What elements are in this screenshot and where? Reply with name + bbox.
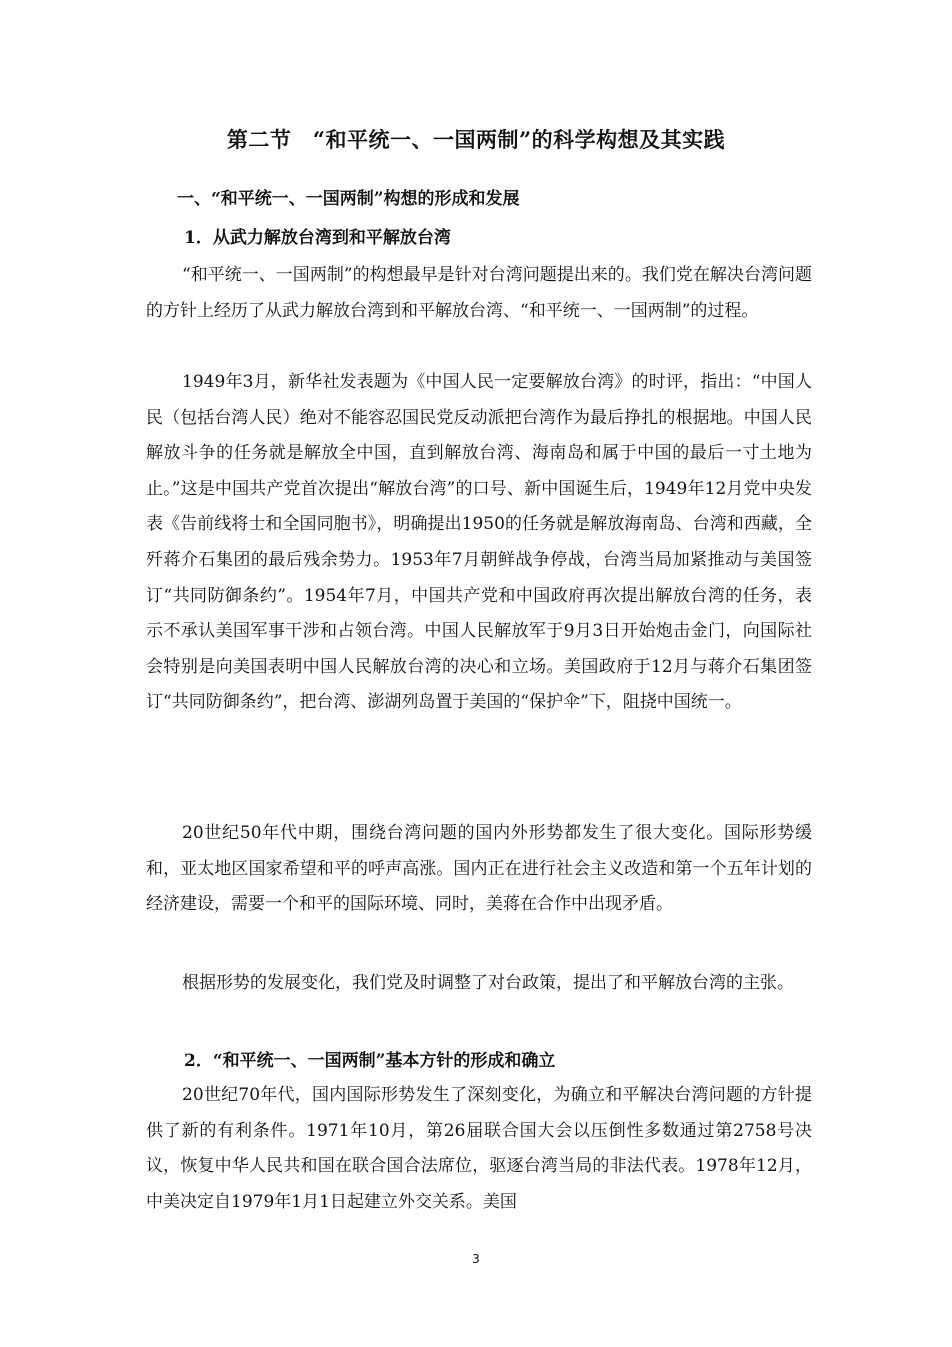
paragraph-5: 20世纪70年代，国内国际形势发生了深刻变化，为确立和平解决台湾问题的方针提供了新的有利条件。1971年10月，第26届联合国大会以压倒性多数通过第2758号决议，恢复中华人民共和国在联合国合法席位，驱逐台湾当局的非法代表。1978年12月，中美决定自1979年1月1日起建立外交关系。美国 — [146, 1085, 812, 1212]
section-heading: 一、“和平统一、一国两制”构想的形成和发展 — [177, 189, 520, 209]
paragraph-4: 根据形势的发展变化，我们党及时调整了对台政策，提出了和平解放台湾的主张。 — [182, 973, 794, 993]
paragraph-2: 1949年3月，新华社发表题为《中国人民一定要解放台湾》的时评，指出：“中国人民（包括台湾人民）绝对不能容忍国民党反动派把台湾作为最后挣扎的根据地。中国人民解放斗争的任务就是解放全中国，直到解放台湾、海南岛和属于中国的最后一寸土地为止。”这是中国共产党首次提出“解放台湾”的口号、新中国诞生后，1949年12月党中央发表《告前线将士和全国同胞书》，明确提出1950的任务就是解放海南岛、台湾和西藏，全歼蒋介石集团的最后残余势力。1953年7月朝鲜战争停战，台湾当局加紧推动与美国签订“共同防御条约”。1954年7月，中国共产党和中国政府再次提出解放台湾的任务，表示不承认美国军事干涉和占领台湾。中国人民解放军于9月3日开始炮击金门，向国际社会特别是向美国表明中国人民解放台湾的决心和立场。美国政府于12月与蒋介石集团签订“共同防御条约”，把台湾、澎湖列岛置于美国的“保护伞”下，阻挠中国统一。 — [146, 372, 812, 713]
paragraph-3: 20世纪50年代中期，围绕台湾问题的国内外形势都发生了很大变化。国际形势缓和，亚太地区国家希望和平的呼声高涨。国内正在进行社会主义改造和第一个五年计划的经济建设，需要一个和平的国际环境、同时，美蒋在合作中出现矛盾。 — [146, 823, 812, 915]
subsection-heading-1: 1．从武力解放台湾到和平解放台湾 — [184, 228, 451, 248]
page-number: 3 — [472, 1252, 480, 1266]
page-title: 第二节 “和平统一、一国两制”的科学构想及其实践 — [226, 127, 726, 152]
subsection-heading-2: 2．“和平统一、一国两制”基本方针的形成和确立 — [184, 1051, 556, 1071]
paragraph-1: “和平统一、一国两制”的构想最早是针对台湾问题提出来的。我们党在解决台湾问题的方针上经历了从武力解放台湾到和平解放台湾、“和平统一、一国两制”的过程。 — [146, 265, 812, 321]
